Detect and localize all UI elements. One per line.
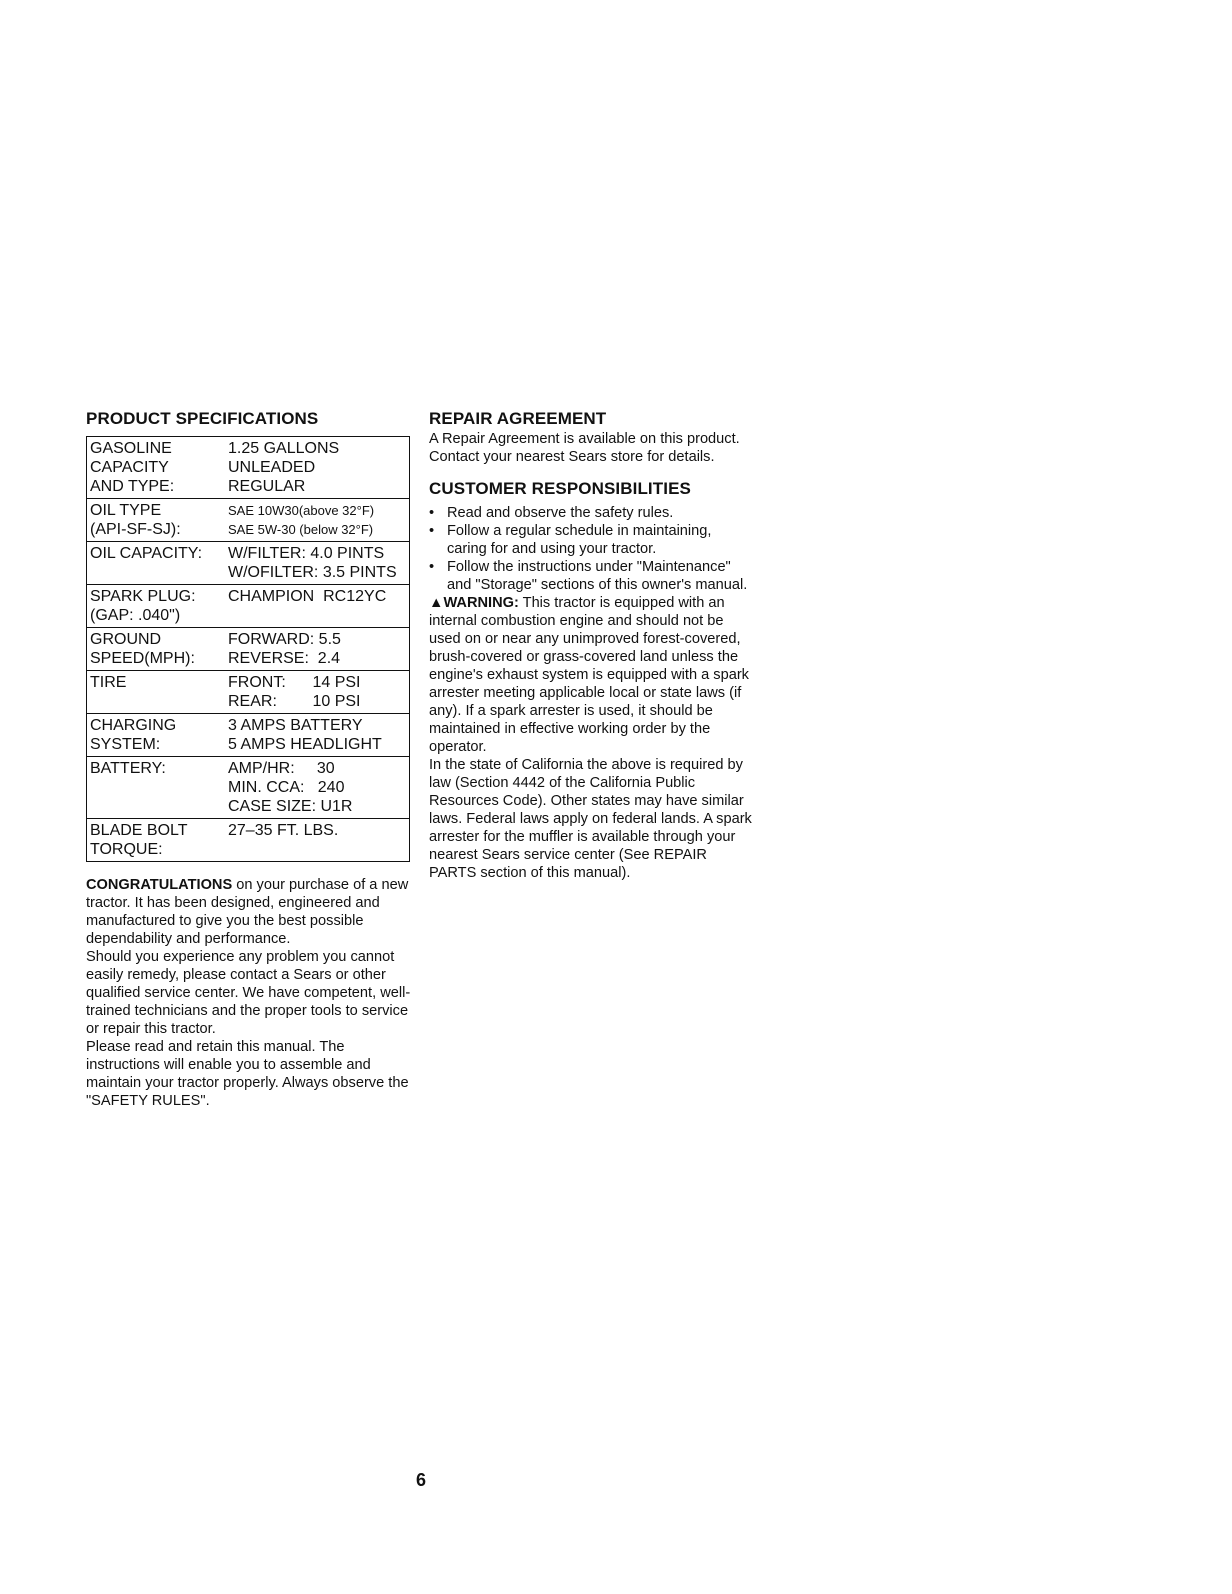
spec-label: BATTERY: <box>90 760 166 777</box>
congratulations-lead: CONGRATULATIONS <box>86 877 233 893</box>
spec-value: FORWARD: 5.5 REVERSE: 2.4 <box>228 631 341 667</box>
warning-paragraph <box>429 594 754 756</box>
spec-label: GROUND SPEED(MPH): <box>90 631 195 667</box>
spec-label: OIL TYPE (API-SF-SJ): <box>90 502 181 538</box>
specifications-table <box>86 436 410 862</box>
table-row <box>87 585 410 628</box>
table-row <box>87 437 410 499</box>
intro-text <box>86 876 411 1110</box>
warning-text: This tractor is equipped with an internal combustion engine and should not be used on or near any unimproved forest-covered, brush-covered or grass-covered land unless the engine's exhaust system is equipped with a spark arrester meeting applicable local or state laws (if any). If a spark arrester is used, it should be maintained in effective working order by the operator. <box>429 595 749 755</box>
warning-triangle-icon: ▲ <box>429 595 444 611</box>
customer-responsibilities-heading: CUSTOMER RESPONSIBILITIES <box>429 479 691 498</box>
spec-label: SPARK PLUG: (GAP: .040") <box>90 588 196 624</box>
table-row <box>87 628 410 671</box>
list-item <box>429 558 754 594</box>
list-item <box>429 504 754 522</box>
list-item-text: Follow the instructions under "Maintenance" and "Storage" sections of this owner's manual. <box>447 559 748 593</box>
spec-value: 27–35 FT. LBS. <box>228 822 339 839</box>
table-row <box>87 757 410 819</box>
congratulations-body: on your purchase of a new tractor. It has been designed, engineered and manufactured to give you the best possible dependability and performance. <box>86 877 409 947</box>
service-paragraph: Should you experience any problem you cannot easily remedy, please contact a Sears or other qualified service center. We have competent, well-trained technicians and the proper tools to service or repair this tractor. <box>86 949 411 1037</box>
list-item <box>429 522 754 558</box>
list-item-text: Follow a regular schedule in maintaining, caring for and using your tractor. <box>447 523 712 557</box>
spec-label: OIL CAPACITY: <box>90 545 203 562</box>
repair-agreement-text: A Repair Agreement is available on this product. Contact your nearest Sears store for details. <box>429 431 740 465</box>
spec-label: CHARGING SYSTEM: <box>90 717 177 753</box>
table-row <box>87 714 410 757</box>
product-specifications-heading: PRODUCT SPECIFICATIONS <box>86 409 319 428</box>
right-column <box>429 408 754 882</box>
repair-agreement-heading: REPAIR AGREEMENT <box>429 409 607 428</box>
bullet-icon: • <box>429 559 435 575</box>
spec-label: TIRE <box>90 674 127 691</box>
spec-value: W/FILTER: 4.0 PINTS W/OFILTER: 3.5 PINTS <box>228 545 397 581</box>
responsibilities-list <box>429 504 754 594</box>
table-row <box>87 499 410 542</box>
spec-value: FRONT: 14 PSI REAR: 10 PSI <box>228 674 361 710</box>
list-item-text: Read and observe the safety rules. <box>447 505 674 521</box>
left-column <box>86 408 411 1110</box>
table-row <box>87 542 410 585</box>
spec-value: 3 AMPS BATTERY 5 AMPS HEADLIGHT <box>228 717 382 753</box>
spec-label: GASOLINE CAPACITY AND TYPE: <box>90 440 175 495</box>
repair-agreement-section <box>429 430 754 882</box>
bullet-icon: • <box>429 505 435 521</box>
spec-value: SAE 10W30(above 32°F) SAE 5W-30 (below 32°F) <box>228 503 375 537</box>
table-row <box>87 819 410 862</box>
spec-label: BLADE BOLT TORQUE: <box>90 822 188 858</box>
congratulations-paragraph <box>86 876 411 948</box>
retain-manual-paragraph: Please read and retain this manual. The instructions will enable you to assemble and maintain your tractor properly. Always observe the "SAFETY RULES". <box>86 1039 409 1109</box>
spec-value: AMP/HR: 30 MIN. CCA: 240 CASE SIZE: U1R <box>228 760 353 815</box>
spec-value: 1.25 GALLONS UNLEADED REGULAR <box>228 440 340 495</box>
table-row <box>87 671 410 714</box>
bullet-icon: • <box>429 523 435 539</box>
warning-label: WARNING: <box>443 595 519 611</box>
page-number: 6 <box>416 1470 427 1490</box>
california-paragraph: In the state of California the above is required by law (Section 4442 of the California Public Resources Code). Other states may have similar laws. Federal laws apply on federal lands. A spark arrester for the muffler is available through your nearest Sears service center (See REPAIR PARTS section of this manual). <box>429 757 752 881</box>
spec-value: CHAMPION RC12YC <box>228 588 387 605</box>
